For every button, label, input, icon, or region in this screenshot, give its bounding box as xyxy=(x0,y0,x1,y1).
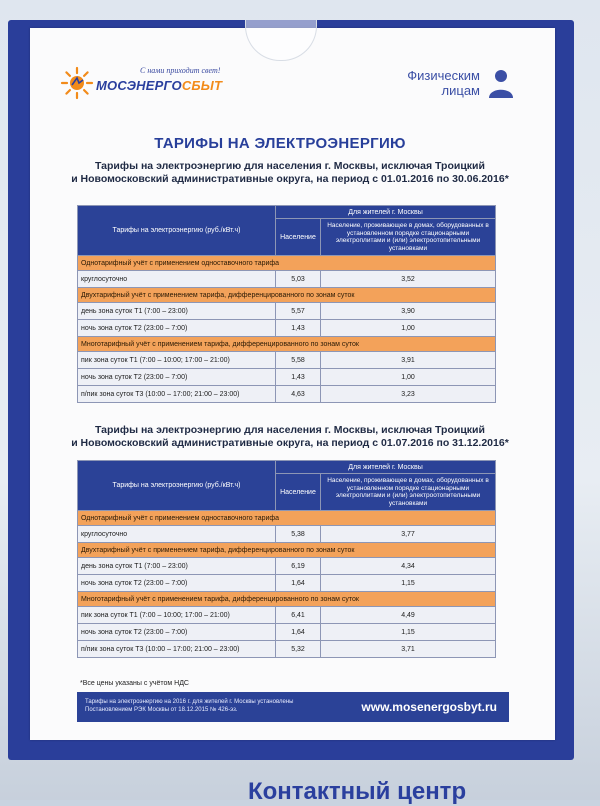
brand-slogan: С нами приходит свет! xyxy=(140,66,221,75)
table-header-col-1: Население xyxy=(276,219,321,256)
row-value-2: 3,91 xyxy=(321,352,496,369)
period-2-subtitle-line-1: Тарифы на электроэнергию для населения г. Москвы, исключая Троицкий xyxy=(95,424,485,436)
person-icon xyxy=(488,68,514,98)
website-link[interactable]: www.mosenergosbyt.ru xyxy=(361,700,497,714)
table-row xyxy=(78,641,496,658)
table-row xyxy=(78,575,496,592)
table-row xyxy=(78,352,496,369)
row-label: ночь зона суток Т2 (23:00 – 7:00) xyxy=(78,320,276,337)
audience-label-line-2: лицам xyxy=(441,83,480,98)
row-value-1: 4,63 xyxy=(276,386,321,403)
row-value-2: 1,00 xyxy=(321,369,496,386)
audience-label xyxy=(400,68,480,98)
brand-name xyxy=(96,78,222,93)
table-row xyxy=(78,558,496,575)
row-value-1: 6,19 xyxy=(276,558,321,575)
row-value-1: 5,03 xyxy=(276,271,321,288)
page-title: ТАРИФЫ НА ЭЛЕКТРОЭНЕРГИЮ xyxy=(154,135,406,152)
row-value-2: 3,52 xyxy=(321,271,496,288)
table-header-col-1: Население xyxy=(276,474,321,511)
table-header-col-2: Население, проживающее в домах, оборудованных в установленном порядке стационарными электроплитами и (или) электроотопительными установками xyxy=(321,474,496,511)
section-title: Двухтарифный учёт с применением тарифа, дифференцированного по зонам суток xyxy=(78,543,496,558)
row-value-2: 3,23 xyxy=(321,386,496,403)
table-row xyxy=(78,624,496,641)
row-value-1: 1,43 xyxy=(276,369,321,386)
row-value-1: 6,41 xyxy=(276,607,321,624)
row-value-1: 1,43 xyxy=(276,320,321,337)
row-value-2: 1,15 xyxy=(321,624,496,641)
row-value-2: 4,49 xyxy=(321,607,496,624)
row-label: ночь зона суток Т2 (23:00 – 7:00) xyxy=(78,624,276,641)
row-value-2: 1,00 xyxy=(321,320,496,337)
row-label: пик зона суток Т1 (7:00 – 10:00; 17:00 – 21:00) xyxy=(78,352,276,369)
period-1-subtitle-line-2: и Новомосковский административные округа, на период с 01.01.2016 по 30.06.2016* xyxy=(71,173,509,185)
row-label: ночь зона суток Т2 (23:00 – 7:00) xyxy=(78,575,276,592)
partial-wall-sign: Контактный центр xyxy=(248,778,467,805)
row-label: п/пик зона суток Т3 (10:00 – 17:00; 21:00 – 23:00) xyxy=(78,641,276,658)
row-value-2: 1,15 xyxy=(321,575,496,592)
table-header-group: Для жителей г. Москвы xyxy=(276,206,496,219)
section-title: Многотарифный учёт с применением тарифа, дифференцированного по зонам суток xyxy=(78,337,496,352)
row-label: день зона суток Т1 (7:00 – 23:00) xyxy=(78,303,276,320)
table-header-col-2: Население, проживающее в домах, оборудованных в установленном порядке стационарными электроплитами и (или) электроотопительными установками xyxy=(321,219,496,256)
footer-bar xyxy=(77,692,509,722)
row-value-2: 4,34 xyxy=(321,558,496,575)
section-title: Двухтарифный учёт с применением тарифа, дифференцированного по зонам суток xyxy=(78,288,496,303)
table-row xyxy=(78,386,496,403)
table-row xyxy=(78,303,496,320)
section-title: Однотарифный учёт с применением одноставочного тарифа xyxy=(78,511,496,526)
period-1-subtitle-line-1: Тарифы на электроэнергию для населения г. Москвы, исключая Троицкий xyxy=(95,160,485,172)
table-header-group: Для жителей г. Москвы xyxy=(276,461,496,474)
period-1-subtitle xyxy=(70,160,510,186)
brand-name-part-2: СБЫТ xyxy=(181,78,223,93)
vat-footnote: *Все цены указаны с учётом НДС xyxy=(80,680,189,687)
row-label: ночь зона суток Т2 (23:00 – 7:00) xyxy=(78,369,276,386)
tariff-table-period-2 xyxy=(77,460,496,658)
table-row xyxy=(78,369,496,386)
row-value-2: 3,77 xyxy=(321,526,496,543)
table-header-label: Тарифы на электроэнергию (руб./кВт.ч) xyxy=(78,206,276,256)
period-2-subtitle xyxy=(70,424,510,450)
sun-logo-icon xyxy=(60,66,94,100)
tariff-table-period-1 xyxy=(77,205,496,403)
row-value-2: 3,90 xyxy=(321,303,496,320)
table-row xyxy=(78,607,496,624)
row-label: пик зона суток Т1 (7:00 – 10:00; 17:00 – 21:00) xyxy=(78,607,276,624)
table-row xyxy=(78,271,496,288)
table-row xyxy=(78,320,496,337)
row-value-1: 5,58 xyxy=(276,352,321,369)
row-label: день зона суток Т1 (7:00 – 23:00) xyxy=(78,558,276,575)
brand-logo xyxy=(60,62,230,112)
row-value-2: 3,71 xyxy=(321,641,496,658)
row-value-1: 5,57 xyxy=(276,303,321,320)
section-title: Однотарифный учёт с применением одноставочного тарифа xyxy=(78,256,496,271)
footer-legal-text: Тарифы на электроэнергию на 2016 г. для жителей г. Москвы установлены Постановлением РЭК Москвы от 18.12.2015 № 426-эз. xyxy=(85,699,294,713)
audience-label-line-1: Физическим xyxy=(407,68,480,83)
row-label: круглосуточно xyxy=(78,526,276,543)
section-title: Многотарифный учёт с применением тарифа, дифференцированного по зонам суток xyxy=(78,592,496,607)
period-2-subtitle-line-2: и Новомосковский административные округа, на период с 01.07.2016 по 31.12.2016* xyxy=(71,437,509,449)
row-value-1: 1,64 xyxy=(276,624,321,641)
row-value-1: 1,64 xyxy=(276,575,321,592)
row-label: п/пик зона суток Т3 (10:00 – 17:00; 21:00 – 23:00) xyxy=(78,386,276,403)
row-value-1: 5,32 xyxy=(276,641,321,658)
table-header-label: Тарифы на электроэнергию (руб./кВт.ч) xyxy=(78,461,276,511)
brand-name-part-1: МОСЭНЕРГО xyxy=(96,78,182,93)
row-value-1: 5,38 xyxy=(276,526,321,543)
row-label: круглосуточно xyxy=(78,271,276,288)
table-row xyxy=(78,526,496,543)
